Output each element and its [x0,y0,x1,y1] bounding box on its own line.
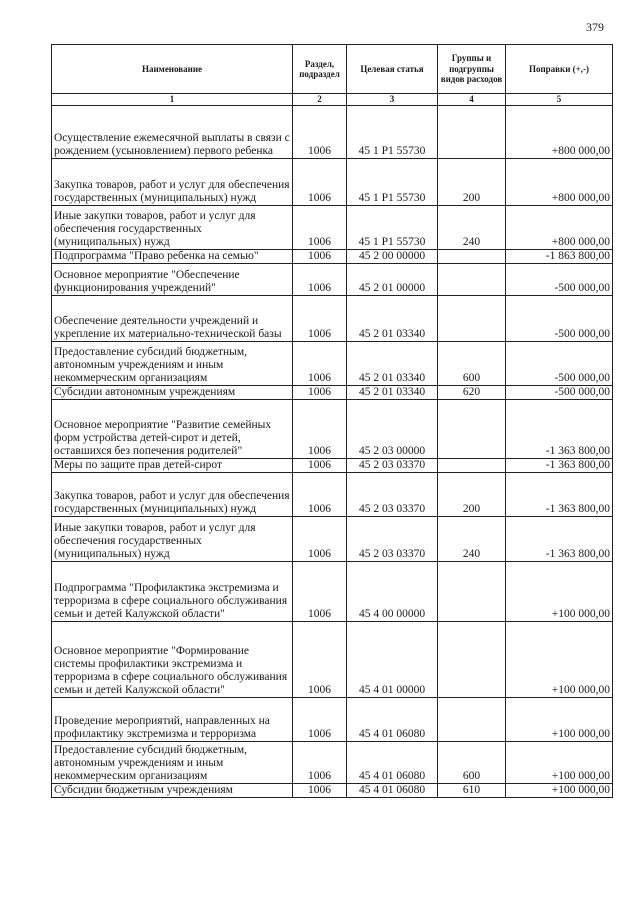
row-target: 45 2 01 00000 [347,264,438,296]
row-target: 45 2 03 03370 [347,517,438,562]
row-name: Предоставление субсидий бюджетным, автономным учреждениям и иным некоммерческим организациям [52,742,293,784]
row-target: 45 4 01 06080 [347,698,438,742]
row-group [438,459,506,473]
table-row [52,459,613,473]
row-group [438,106,506,159]
table-row [52,106,613,159]
table-row [52,264,613,296]
row-amount: +100 000,00 [506,562,613,622]
column-number: 3 [347,94,438,106]
row-section: 1006 [293,296,347,342]
table-row [52,562,613,622]
row-amount: +100 000,00 [506,742,613,784]
row-amount: +800 000,00 [506,206,613,250]
header-name: Наименование [52,45,293,94]
row-group: 240 [438,517,506,562]
row-group [438,250,506,264]
row-name: Предоставление субсидий бюджетным, автономным учреждениям и иным некоммерческим организациям [52,342,293,386]
row-target: 45 2 01 03340 [347,342,438,386]
table-row [52,296,613,342]
row-section: 1006 [293,342,347,386]
row-amount: -1 363 800,00 [506,459,613,473]
row-name: Подпрограмма "Профилактика экстремизма и терроризма в сфере социального обслуживания семьи и детей Калужской области" [52,562,293,622]
row-group: 240 [438,206,506,250]
row-target: 45 4 01 06080 [347,742,438,784]
table-row [52,698,613,742]
row-section: 1006 [293,622,347,698]
header-section: Раздел, подраздел [293,45,347,94]
row-amount: -1 363 800,00 [506,473,613,517]
row-group [438,698,506,742]
row-amount: +100 000,00 [506,698,613,742]
row-amount: +100 000,00 [506,622,613,698]
row-target: 45 2 03 03370 [347,459,438,473]
row-section: 1006 [293,264,347,296]
row-section: 1006 [293,386,347,400]
row-target: 45 2 01 03340 [347,296,438,342]
row-amount: +800 000,00 [506,159,613,206]
row-section: 1006 [293,106,347,159]
page-number: 379 [586,20,604,34]
row-amount: +800 000,00 [506,106,613,159]
column-number-row [52,94,613,106]
column-number: 2 [293,94,347,106]
row-section: 1006 [293,562,347,622]
row-target: 45 1 P1 55730 [347,106,438,159]
table-row [52,250,613,264]
row-group: 200 [438,159,506,206]
row-name: Основное мероприятие "Обеспечение функционирования учреждений" [52,264,293,296]
row-name: Проведение мероприятий, направленных на профилактику экстремизма и терроризма [52,698,293,742]
table-row [52,206,613,250]
row-amount: -1 363 800,00 [506,400,613,459]
row-name: Субсидии бюджетным учреждениям [52,784,293,798]
row-group [438,622,506,698]
row-target: 45 2 03 00000 [347,400,438,459]
row-amount: -1 363 800,00 [506,517,613,562]
row-target: 45 4 00 00000 [347,562,438,622]
row-name: Подпрограмма "Право ребенка на семью" [52,250,293,264]
row-section: 1006 [293,250,347,264]
budget-amendments-table [51,44,613,798]
table-row [52,622,613,698]
row-amount: -500 000,00 [506,264,613,296]
row-name: Иные закупки товаров, работ и услуг для обеспечения государственных (муниципальных) нужд [52,206,293,250]
row-section: 1006 [293,206,347,250]
table-row [52,400,613,459]
row-name: Основное мероприятие "Развитие семейных форм устройства детей-сирот и детей, оставшихся без попечения родителей" [52,400,293,459]
row-group: 600 [438,742,506,784]
row-target: 45 2 01 03340 [347,386,438,400]
row-amount: -500 000,00 [506,342,613,386]
header-target: Целевая статья [347,45,438,94]
row-target: 45 4 01 06080 [347,784,438,798]
table-row [52,517,613,562]
column-number: 1 [52,94,293,106]
row-name: Иные закупки товаров, работ и услуг для обеспечения государственных (муниципальных) нужд [52,517,293,562]
row-group [438,264,506,296]
row-amount: -1 863 800,00 [506,250,613,264]
table-row [52,784,613,798]
row-section: 1006 [293,742,347,784]
header-row [52,45,613,94]
row-group: 200 [438,473,506,517]
header-groups: Группы и подгруппы видов расходов [438,45,506,94]
row-target: 45 1 P1 55730 [347,159,438,206]
row-group: 620 [438,386,506,400]
row-group: 600 [438,342,506,386]
row-section: 1006 [293,473,347,517]
table-row [52,742,613,784]
column-number: 4 [438,94,506,106]
row-section: 1006 [293,159,347,206]
row-target: 45 2 00 00000 [347,250,438,264]
row-target: 45 1 P1 55730 [347,206,438,250]
row-name: Закупка товаров, работ и услуг для обеспечения государственных (муниципальных) нужд [52,159,293,206]
row-name: Закупка товаров, работ и услуг для обеспечения государственных (муниципальных) нужд [52,473,293,517]
row-group [438,296,506,342]
table-row [52,473,613,517]
row-name: Основное мероприятие "Формирование системы профилактики экстремизма и терроризма в сфере социального обслуживания семьи и детей Калужской области" [52,622,293,698]
row-section: 1006 [293,517,347,562]
row-name: Меры по защите прав детей-сирот [52,459,293,473]
row-section: 1006 [293,459,347,473]
row-name: Обеспечение деятельности учреждений и укрепление их материально-технической базы [52,296,293,342]
row-group [438,562,506,622]
row-section: 1006 [293,400,347,459]
table-row [52,159,613,206]
row-group: 610 [438,784,506,798]
header-amendments: Поправки (+,-) [506,45,613,94]
row-section: 1006 [293,698,347,742]
row-name: Осуществление ежемесячной выплаты в связи с рождением (усыновлением) первого ребенка [52,106,293,159]
row-section: 1006 [293,784,347,798]
row-amount: +100 000,00 [506,784,613,798]
row-amount: -500 000,00 [506,386,613,400]
row-amount: -500 000,00 [506,296,613,342]
table-row [52,386,613,400]
row-group [438,400,506,459]
row-name: Субсидии автономным учреждениям [52,386,293,400]
row-target: 45 2 03 03370 [347,473,438,517]
table-row [52,342,613,386]
row-target: 45 4 01 00000 [347,622,438,698]
column-number: 5 [506,94,613,106]
